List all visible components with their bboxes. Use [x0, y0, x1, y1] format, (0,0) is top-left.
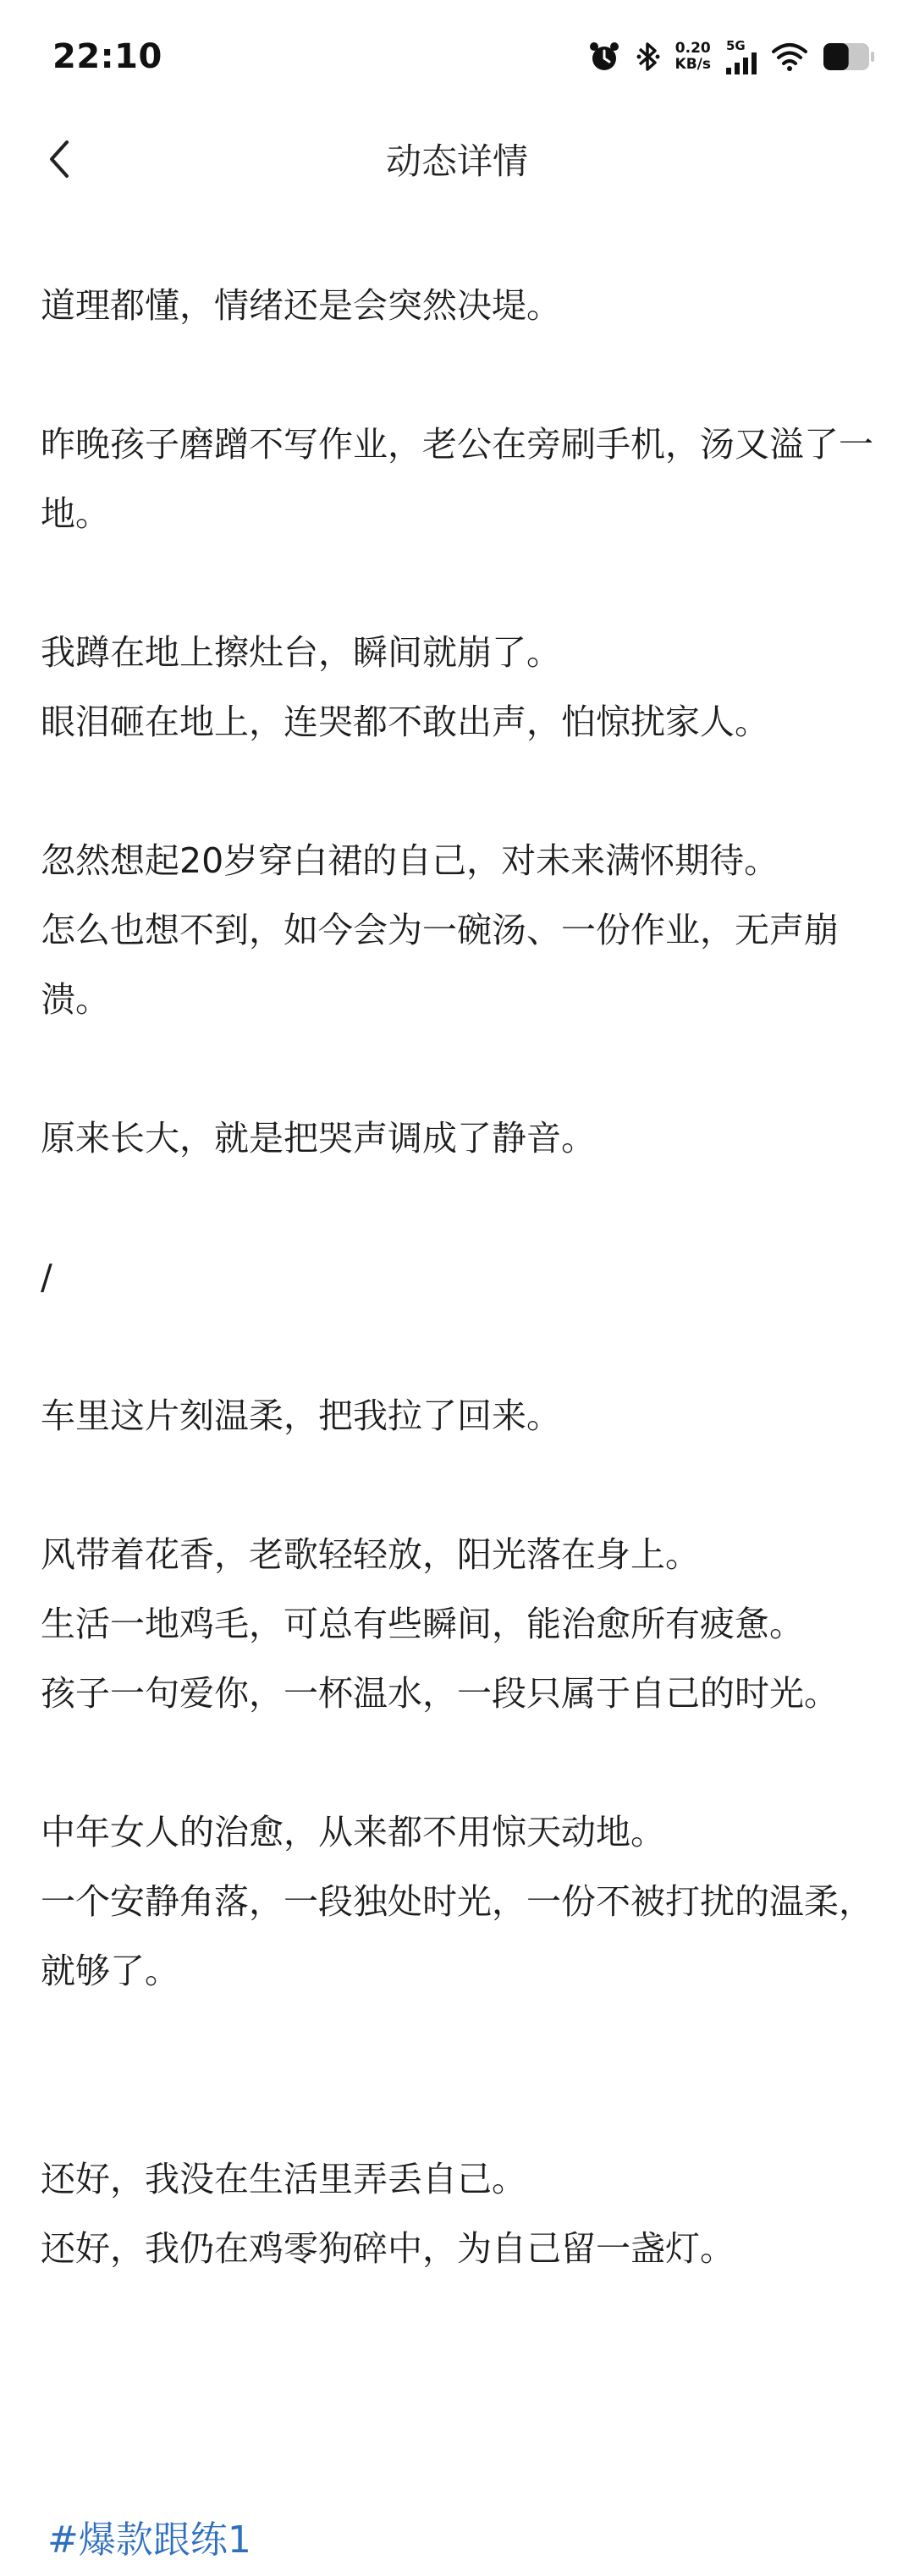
- paragraph-gap: [41, 1034, 878, 1104]
- status-icons: [587, 34, 875, 80]
- paragraph-gap: [41, 1173, 878, 1242]
- post-line: 孩子一句爱你，一杯温水，一段只属于自己的时光。: [41, 1673, 839, 1714]
- post-line: 原来长大，就是把哭声调成了静音。: [41, 1118, 596, 1159]
- post-line: 车里这片刻温柔，把我拉了回来。: [41, 1395, 561, 1436]
- bluetooth-icon: [636, 40, 660, 74]
- alarm-icon: [587, 40, 621, 74]
- net-speed-value: 0.20: [674, 40, 711, 57]
- nav-bar: [0, 110, 914, 212]
- status-bar: [0, 0, 914, 110]
- post-divider-slash: /: [41, 1257, 52, 1297]
- post-content: [41, 271, 878, 2283]
- post-line: 生活一地鸡毛，可总有些瞬间，能治愈所有疲惫。: [41, 1604, 804, 1644]
- post-line: 道理都懂，情绪还是会突然决堤。: [41, 285, 561, 326]
- paragraph-gap: [41, 1450, 878, 1520]
- status-time: 22:10: [52, 37, 162, 76]
- post-line: 中年女人的治愈，从来都不用惊天动地。: [41, 1812, 665, 1852]
- signal-icon: [726, 52, 757, 74]
- net-speed-unit: KB/s: [674, 56, 711, 73]
- signal-group: [726, 37, 757, 74]
- page-title: 动态详情: [385, 140, 528, 182]
- network-type: 5G: [726, 37, 746, 53]
- post-line: 一个安静角落，一段独处时光，一份不被打扰的温柔，就够了。: [41, 1881, 873, 1991]
- battery-icon: [823, 42, 875, 71]
- paragraph-gap: [41, 1312, 878, 1381]
- post-line: 昨晚孩子磨蹭不写作业，老公在旁刷手机，汤又溢了一地。: [41, 424, 873, 534]
- paragraph-gap: [41, 2006, 878, 2144]
- wifi-icon: [772, 42, 807, 71]
- paragraph-gap: [41, 1728, 878, 1797]
- post-line: 怎么也想不到，如今会为一碗汤、一份作业，无声崩溃。: [41, 910, 839, 1020]
- net-speed: [675, 41, 711, 73]
- post-line: 风带着花香，老歌轻轻放，阳光落在身上。: [41, 1534, 700, 1575]
- hashtag-link[interactable]: #爆款跟练1: [47, 2518, 251, 2562]
- post-line: 忽然想起20岁穿白裙的自己，对未来满怀期待。: [41, 840, 779, 881]
- paragraph-gap: [41, 340, 878, 410]
- post-line: 还好，我没在生活里弄丢自己。: [41, 2159, 526, 2199]
- post-line: 我蹲在地上擦灶台，瞬间就崩了。: [41, 632, 561, 673]
- paragraph-gap: [41, 757, 878, 826]
- post-line: 眼泪砸在地上，连哭都不敢出声，怕惊扰家人。: [41, 702, 769, 742]
- paragraph-gap: [41, 548, 878, 618]
- post-line: 还好，我仍在鸡零狗碎中，为自己留一盏灯。: [41, 2228, 735, 2269]
